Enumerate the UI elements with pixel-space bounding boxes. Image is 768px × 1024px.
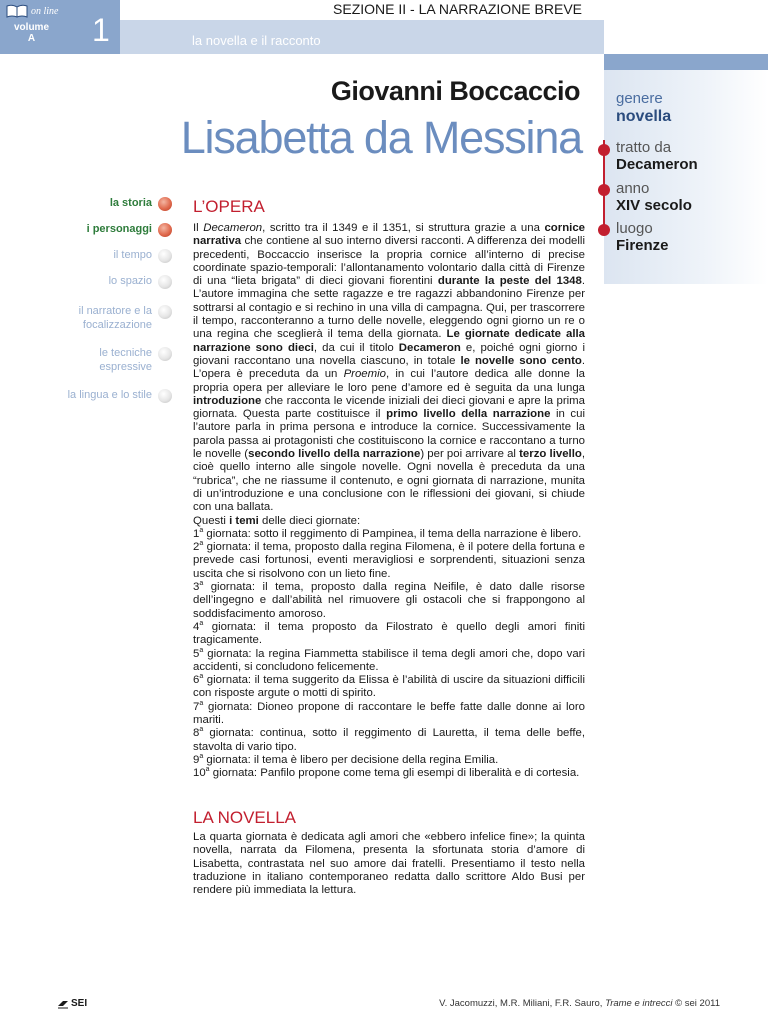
day-theme-item xyxy=(193,727,585,754)
credit-end: © sei 2011 xyxy=(672,998,720,1009)
themes-intro xyxy=(193,515,585,528)
nav-item[interactable] xyxy=(110,196,172,211)
work-title: Lisabetta da Messina xyxy=(180,112,582,163)
text-run: , scritto tra il 1349 e il 1351, si struttura grazie a una xyxy=(262,222,545,234)
nav-bullet-icon xyxy=(158,223,172,237)
nav-item-label: lo spazio xyxy=(108,275,152,287)
nav-item[interactable] xyxy=(109,274,172,289)
text-run: Il xyxy=(193,222,204,234)
ordinal-suffix: a xyxy=(199,753,204,761)
author-name: Giovanni Boccaccio xyxy=(330,76,580,106)
source-label: tratto da xyxy=(616,139,672,156)
section-header xyxy=(120,0,604,20)
section-heading-opera: L’OPERA xyxy=(193,197,265,216)
italic-text: Decameron xyxy=(203,222,263,234)
day-number: 5 xyxy=(193,647,200,660)
day-number: 6 xyxy=(193,674,200,687)
days-list xyxy=(193,528,585,781)
nav-item[interactable] xyxy=(113,248,172,263)
text-run: , in cui l’autore dedica alle donne la propria opera per alleviare le loro pene d’amore ed è seguita da una lunga xyxy=(193,368,585,394)
italic-text: Proemio xyxy=(343,368,386,381)
day-theme-item xyxy=(193,541,585,581)
opera-body xyxy=(193,222,585,780)
section-subtitle: la novella e il racconto xyxy=(192,33,321,48)
sei-logo-icon xyxy=(57,999,69,1009)
bullet-dot-icon xyxy=(598,144,610,156)
day-number: 1 xyxy=(193,527,200,540)
nav-bullet-icon xyxy=(158,249,172,263)
bold-text: Le giornate dedicate alla narrazione sono dieci xyxy=(193,328,585,354)
day-number: 7 xyxy=(193,700,200,713)
nav-item-label: il tempo xyxy=(113,249,152,261)
place-label: luogo xyxy=(616,220,653,237)
day-text: giornata: Panfilo propone come tema gli esempi di liberalità e di cortesia. xyxy=(209,767,580,780)
volume-letter: A xyxy=(27,33,36,44)
day-theme-item xyxy=(193,648,585,675)
publisher-logo-text: SEI xyxy=(71,998,88,1009)
bullet-dot-icon xyxy=(598,224,610,236)
text-run: . L’opera è preceduta da un xyxy=(193,354,585,381)
day-text: giornata: il tema suggerito da Elissa è l’abilità di uscire da situazioni difficili con risposte argute o motti di spirito. xyxy=(193,674,585,700)
genre-value: novella xyxy=(616,108,672,125)
credit-authors: V. Jacomuzzi, M.R. Miliani, F.R. Sauro, xyxy=(439,998,606,1009)
nav-item-label: la lingua e lo stile xyxy=(67,389,152,401)
publisher-logo xyxy=(57,998,87,1009)
themes-intro-bold: i temi xyxy=(229,514,259,527)
online-badge[interactable] xyxy=(6,4,59,18)
text-run: ) per poi arrivare al xyxy=(420,448,520,461)
right-header-blank xyxy=(604,0,768,54)
nav-item-label: i personaggi xyxy=(86,223,152,235)
day-text: giornata: continua, sotto il reggimento di Lauretta, il tema delle beffe, stavolta di vario tipo. xyxy=(193,727,585,753)
day-theme-item xyxy=(193,754,585,767)
text-run: che racconta le vicende iniziali dei dieci giovani e apre la prima giornata. Questa parte costituisce il xyxy=(193,394,585,421)
volume-badge xyxy=(0,0,120,54)
ordinal-suffix: a xyxy=(199,527,204,535)
day-number: 2 xyxy=(193,541,200,554)
nav-item-label: il narratore e la focalizzazione xyxy=(78,305,152,331)
genre-label: genere xyxy=(616,90,663,107)
bold-text: introduzione xyxy=(193,394,262,407)
year-label: anno xyxy=(616,180,650,197)
novella-paragraph: La quarta giornata è dedicata agli amori che «ebbero infelice fine»; la quinta novella, narrata da Filomena, presenta la sfortunata storia d’amore di Lisabetta, contrastata nel suo amore dai fratelli. Presentiamo il testo nella traduzione in italiano contemporaneo redatta dallo scrittore Aldo Busi per rendere più immediata la lettura. xyxy=(193,831,585,897)
nav-item[interactable] xyxy=(62,388,172,403)
open-book-icon xyxy=(6,4,28,18)
day-theme-item xyxy=(193,621,585,648)
opera-paragraph xyxy=(193,222,585,515)
ordinal-suffix: a xyxy=(199,673,204,681)
bold-text: le novelle sono cento xyxy=(460,354,582,367)
text-run: . L’autore immagina che sette ragazze e tre ragazzi abbandonino Firenze per sottrarsi al contagio e si rechino in una villa di campagna. Qui, per trascorrere il tempo, racconteranno a turno delle novelle, eleggendo ogni giorno un re o una regina che sceglierà il tema della giornata. xyxy=(193,275,585,341)
nav-bullet-icon xyxy=(158,197,172,211)
ordinal-suffix: a xyxy=(199,580,204,588)
bold-text: secondo livello della narrazione xyxy=(248,448,421,461)
day-number: 4 xyxy=(193,620,200,633)
ordinal-suffix: a xyxy=(199,699,204,707)
ordinal-suffix: a xyxy=(199,646,204,654)
bold-text: cornice narrativa xyxy=(193,222,585,248)
ordinal-suffix: a xyxy=(199,726,204,734)
nav-item[interactable] xyxy=(62,304,172,332)
ordinal-suffix: a xyxy=(199,620,204,628)
day-text: giornata: il tema, proposto dalla regina Filomena, è il potere della fortuna e prevede casi fortunosi, eventi meravigliosi e sorprendenti, situazioni senza uscita che si risolvono con un lieto fine. xyxy=(193,541,585,580)
themes-intro-pre: Questi xyxy=(193,514,230,527)
day-number: 9 xyxy=(193,753,200,766)
day-text: giornata: la regina Fiammetta stabilisce il tema degli amori che, dopo vari accidenti, si concludono felicemente. xyxy=(193,647,585,673)
section-heading-novella: LA NOVELLA xyxy=(193,808,297,827)
nav-bullet-icon xyxy=(158,275,172,289)
day-text: giornata: il tema proposto da Filostrato è quello degli amori finiti tragicamente. xyxy=(193,620,585,647)
unit-number: 1 xyxy=(92,12,110,48)
year-value: XIV secolo xyxy=(616,197,692,214)
day-theme-item xyxy=(193,767,585,780)
text-run: e, poiché ogni giorno i giovani raccontano una novella ciascuno, in totale xyxy=(193,341,585,367)
text-run: in cui l’autore parla in prima persona e introduce la cornice. Successivamente la parola passa ai protagonisti che costituiscono la cornice e raccontano a turno le novelle ( xyxy=(193,408,585,461)
day-text: giornata: sotto il reggimento di Pampinea, il tema della narrazione è libero. xyxy=(203,527,582,540)
online-label: on line xyxy=(31,5,59,17)
nav-bullet-icon xyxy=(158,389,172,403)
place-value: Firenze xyxy=(616,237,669,254)
volume-label xyxy=(14,22,49,44)
text-run: , cioè quello interno alle singole novelle. Ogni novella è preceduta da una “rubrica”, che ne riassume il contenuto, e ogni giornata di narrazione, munita di un’introduzione e una conclusione con le riflessioni dei giovani, si chiude con una ballata. xyxy=(193,448,585,514)
source-value: Decameron xyxy=(616,156,698,173)
bold-text: durante la peste del 1348 xyxy=(437,275,582,288)
info-panel-header xyxy=(604,54,768,70)
nav-item-label: la storia xyxy=(109,197,152,209)
day-theme-item xyxy=(193,581,585,621)
volume-word: volume xyxy=(14,22,50,33)
nav-bullet-icon xyxy=(158,305,172,319)
bold-text: primo livello della narrazione xyxy=(386,408,551,421)
ordinal-suffix: a xyxy=(199,540,204,548)
day-number: 10 xyxy=(193,767,206,780)
bold-text: Decameron xyxy=(398,341,461,354)
nav-item[interactable] xyxy=(62,346,172,374)
section-title: SEZIONE II - LA NARRAZIONE BREVE xyxy=(333,1,582,17)
ordinal-suffix: a xyxy=(205,766,210,774)
day-theme-item xyxy=(193,528,585,541)
day-text: giornata: il tema, proposto dalla regina Neifile, è dato dalle risorse dell’ingegno e dall’abilità nel rimuovere gli ostacoli che si frappongono al soddisfacimento amoroso. xyxy=(193,581,585,620)
footer-credit xyxy=(439,998,720,1009)
day-text: giornata: Dioneo propone di raccontare le beffe fatte dalle donne ai loro mariti. xyxy=(193,700,585,726)
credit-title: Trame e intrecci xyxy=(605,998,673,1009)
section-bar xyxy=(120,20,604,54)
day-theme-item xyxy=(193,674,585,701)
day-number: 3 xyxy=(193,581,200,594)
text-run: che contiene al suo interno diversi racconti. A differenza dei modelli precedenti, Boccaccio inserisce la propria cornice all’interno di precise coordinate spazio-temporali: l’allontanamento volontario dalla città di Firenze di una “lieta brigata” di dieci giovani fiorentini xyxy=(193,235,585,288)
day-number: 8 xyxy=(193,727,200,740)
nav-item[interactable] xyxy=(87,222,172,237)
day-theme-item xyxy=(193,701,585,728)
nav-bullet-icon xyxy=(158,347,172,361)
day-text: giornata: il tema è libero per decisione della regina Emilia. xyxy=(203,753,499,766)
text-run: , da cui il titolo xyxy=(313,341,399,354)
themes-intro-post: delle dieci giornate: xyxy=(258,514,361,527)
bullet-dot-icon xyxy=(598,184,610,196)
nav-item-label: le tecniche espressive xyxy=(99,347,152,373)
bold-text: terzo livello xyxy=(519,448,582,461)
novella-body xyxy=(193,831,585,897)
